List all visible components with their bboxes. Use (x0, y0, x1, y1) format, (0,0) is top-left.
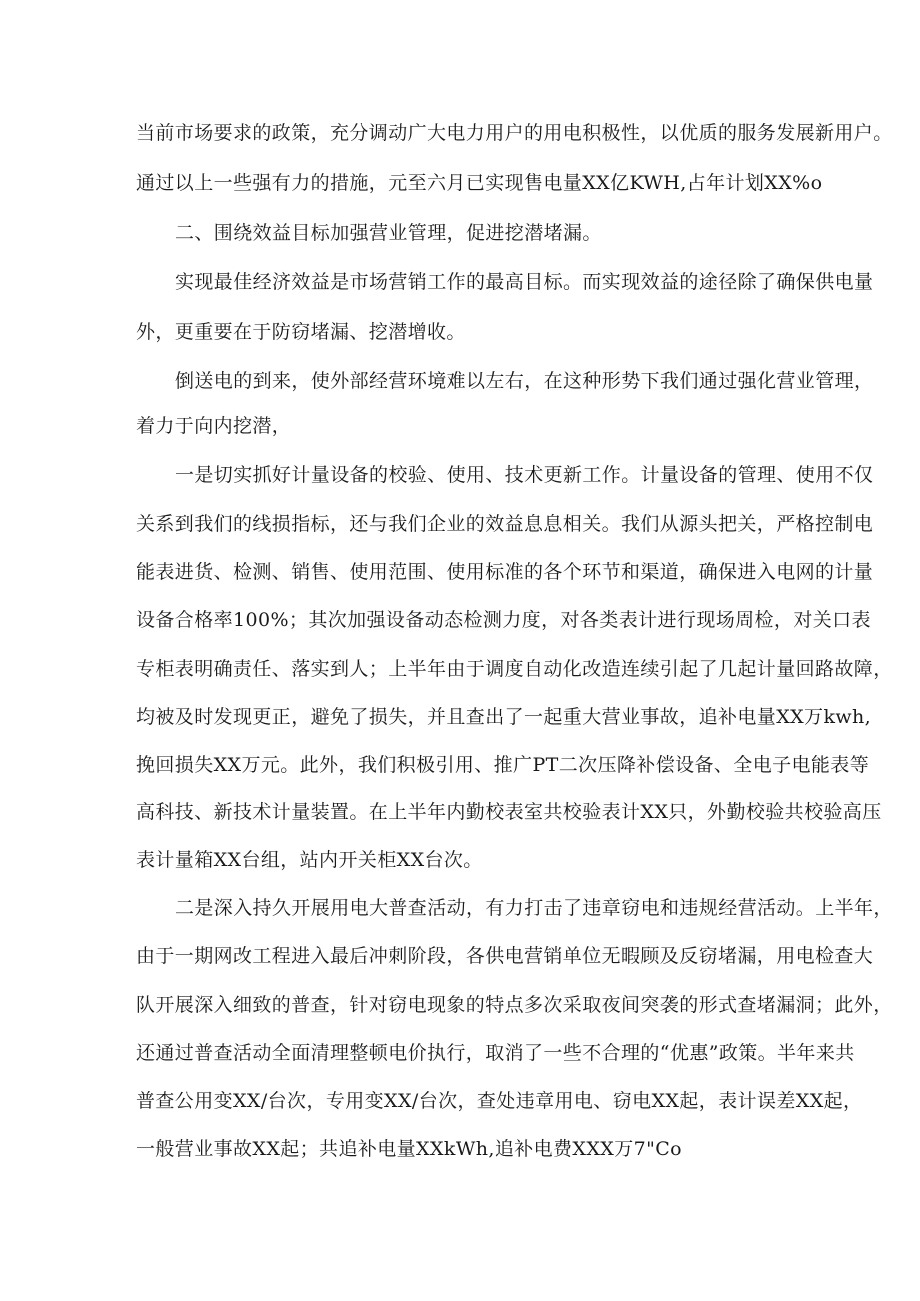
text-line: 还通过普查活动全面清理整顿电价执行，取消了一些不合理的“优惠”政策。半年来共 (136, 1042, 855, 1064)
text-line: 表计量箱XX台组，站内开关柜XX台次。 (136, 849, 483, 871)
text-line: 一是切实抓好计量设备的校验、使用、技术更新工作。计量设备的管理、使用不仅 (175, 464, 874, 486)
text-line: 挽回损失XX万元。此外，我们积极引用、推广PT二次压降补偿设备、全电子电能表等 (136, 754, 870, 776)
section-heading: 二、围绕效益目标加强营业管理，促进挖潜堵漏。 (175, 222, 602, 244)
text-line: 一般营业事故XX起；共追补电量XXkWh,追补电费XXX万7"Co (136, 1138, 683, 1160)
text-line: 专柜表明确责任、落实到人；上半年由于调度自动化改造连续引起了几起计量回路故障， (136, 658, 893, 680)
text-line: 设备合格率100%；其次加强设备动态检测力度，对各类表计进行现场周检，对关口表 (136, 609, 871, 631)
text-line: 二是深入持久开展用电大普查活动，有力打击了违章窃电和违规经营活动。上半年， (175, 897, 893, 919)
text-line: 实现最佳经济效益是市场营销工作的最高目标。而实现效益的途径除了确保供电量 (175, 271, 874, 293)
text-line: 能表进货、检测、销售、使用范围、使用标准的各个环节和渠道，确保进入电网的计量 (136, 561, 874, 583)
text-line: 当前市场要求的政策，充分调动广大电力用户的用电积极性，以优质的服务发展新用户。 (136, 122, 893, 144)
text-line: 由于一期网改工程进入最后冲刺阶段，各供电营销单位无暇顾及反窃堵漏，用电检查大 (136, 945, 874, 967)
text-line: 高科技、新技术计量装置。在上半年内勤校表室共校验表计XX只，外勤校验共校验高压 (136, 801, 882, 823)
text-line: 普查公用变XX/台次，专用变XX/台次，查处违章用电、窃电XX起，表计误差XX起， (136, 1090, 863, 1112)
text-line: 通过以上一些强有力的措施，元至六月已实现售电量XX亿KWH,占年计划XX%o (136, 172, 823, 194)
text-line: 外，更重要在于防窃堵漏、挖潜增收。 (136, 321, 466, 343)
text-line: 关系到我们的线损指标，还与我们企业的效益息息相关。我们从源头把关，严格控制电 (136, 513, 874, 535)
text-line: 着力于向内挖潜， (136, 415, 292, 437)
text-line: 均被及时发现更正，避免了损失，并且查出了一起重大营业事故，追补电量XX万kwh, (136, 706, 872, 728)
text-line: 队开展深入细致的普查，针对窃电现象的特点多次采取夜间突袭的形式查堵漏洞；此外， (136, 994, 893, 1016)
text-line: 倒送电的到来，使外部经营环境难以左右，在这种形势下我们通过强化营业管理， (175, 370, 874, 392)
